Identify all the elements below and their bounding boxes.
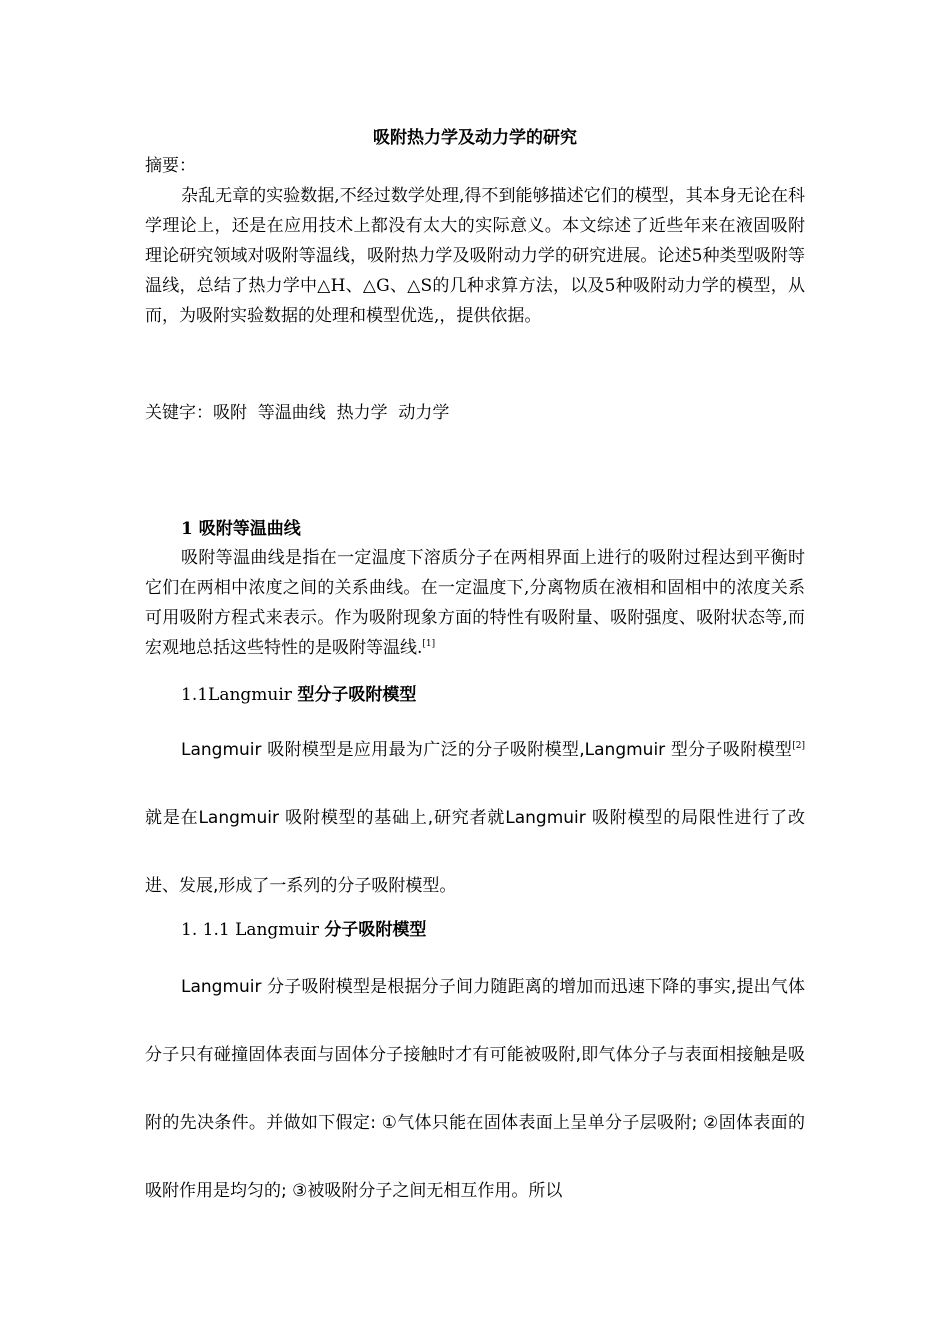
abstract-text: 杂乱无章的实验数据,不经过数学处理,得不到能够描述它们的模型，其本身无论在科学理论上，还是在应用技术上都没有太大的实际意义。本文综述了近些年来在液固吸附理论研究领域对吸附等温线，吸附热力学及吸附动力学的研究进展。论述5种类型吸附等温线，总结了热力学中△H、△G、△S的几种求算方法，以及5种吸附动力学的模型，从而，为吸附实验数据的处理和模型优选,，提供依据。: [145, 186, 805, 326]
section-1-1-text-b: 就是在Langmuir 吸附模型的基础上,研究者就Langmuir 吸附模型的局限性进行了改进、发展,形成了一系列的分子吸附模型。: [145, 808, 805, 896]
section-1-text: 吸附等温曲线是指在一定温度下溶质分子在两相界面上进行的吸附过程达到平衡时它们在两相中浓度之间的关系曲线。在一定温度下,分离物质在液相和固相中的浓度关系可用吸附方程式来表示。作为吸附现象方面的特性有吸附量、吸附强度、吸附状态等,而宏观地总括这些特性的是吸附等温线.: [145, 548, 805, 658]
keywords-line: 关键字：吸附 等温曲线 热力学 动力学: [145, 403, 450, 423]
section-1-1-heading: [145, 680, 805, 710]
section-1-1-1-paragraph: [145, 953, 805, 1225]
abstract-label: 摘要：: [145, 156, 196, 176]
section-1-1-text-a: Langmuir 吸附模型是应用最为广泛的分子吸附模型,Langmuir 型分子吸附模型: [181, 740, 793, 760]
section-1-1-paragraph: [145, 716, 805, 920]
section-1-1-heading-text: 型分子吸附模型: [297, 685, 417, 705]
section-1-1-1-text: Langmuir 分子吸附模型是根据分子间力随距离的增加而迅速下降的事实,提出气体分子只有碰撞固体表面与固体分子接触时才有可能被吸附,即气体分子与表面相接触是吸附的先决条件。并做如下假定: ①气体只能在固体表面上呈单分子层吸附; ②固体表面的吸附作用是均匀的; ③被吸附分子之间无相互作用。所以: [145, 977, 805, 1201]
citation-ref-1: [1]: [422, 639, 436, 649]
document-title: 吸附热力学及动力学的研究: [373, 128, 577, 148]
citation-ref-2: [2]: [792, 741, 805, 751]
section-1-heading: 1 吸附等温曲线: [181, 519, 301, 539]
section-1-paragraph: [145, 543, 805, 663]
section-1-1-1-heading-number: 1. 1.1 Langmuir: [181, 920, 325, 940]
section-1-1-1-heading: [145, 915, 805, 945]
section-1-1-heading-number: 1.1Langmuir: [181, 685, 298, 705]
section-1-1-1-heading-text: 分子吸附模型: [324, 920, 427, 940]
